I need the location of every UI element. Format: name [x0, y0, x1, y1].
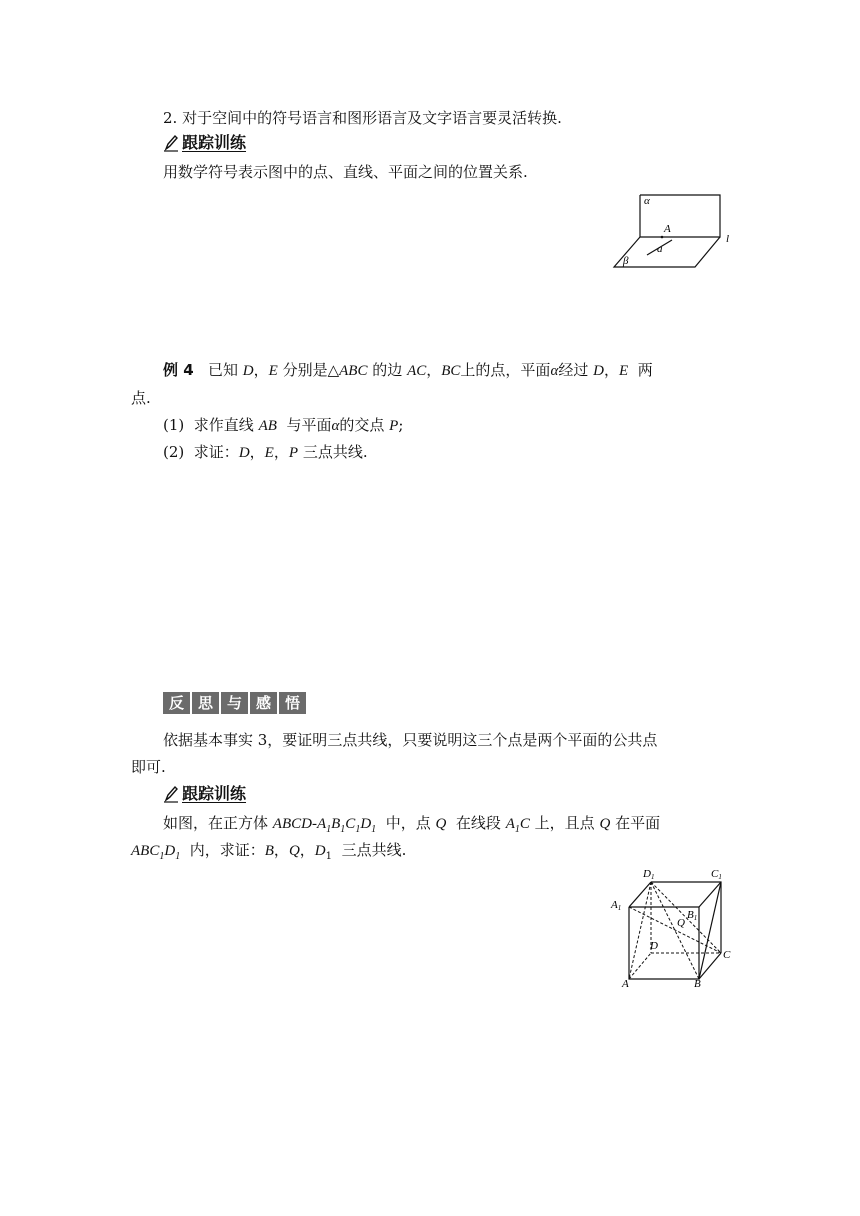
track-training-title: 跟踪训练: [182, 133, 247, 152]
label-D1: D1: [643, 868, 655, 881]
track-training-text: 用数学符号表示图中的点、直线、平面之间的位置关系.: [163, 163, 528, 181]
cube-figure: [605, 862, 745, 992]
pencil-icon: [163, 134, 179, 152]
banner-char: 感: [250, 692, 277, 714]
note-line: 2. 对于空间中的符号语言和图形语言及文字语言要灵活转换.: [163, 109, 562, 127]
line-l-label: l: [726, 233, 730, 245]
banner-char: 悟: [279, 692, 306, 714]
track-training-header-2: [163, 784, 246, 804]
label-A1: A1: [611, 899, 622, 912]
banner-char: 反: [163, 692, 190, 714]
example4-line2: 点.: [131, 389, 151, 407]
label-C: C: [723, 949, 731, 961]
label-B: B: [694, 978, 701, 990]
beta-label: β: [623, 255, 629, 267]
label-A: A: [622, 978, 629, 990]
track-training-header: [163, 133, 246, 153]
banner-char: 与: [221, 692, 248, 714]
label-B1: B1: [687, 909, 698, 922]
planes-figure: [600, 188, 750, 273]
example4-q2: (2) 求证：D，E，P 三点共线.: [163, 443, 368, 461]
reflection-text-2: 即可.: [131, 758, 166, 776]
track2-line1: 如图，在正方体 ABCD-$A_1B_1C_1D_1$ 中，点 Q 在线段 $A_1C$ 上，且点 Q 在平面: [163, 814, 661, 835]
track2-line2: $ABC_1D_1$ 内，求证：B，Q，$D_1$ 三点共线.: [131, 841, 407, 862]
label-D: D: [650, 940, 658, 952]
banner-char: 思: [192, 692, 219, 714]
label-C1: C1: [711, 868, 722, 881]
label-Q: Q: [677, 917, 685, 929]
alpha-label: α: [644, 195, 650, 207]
point-A-label: A: [664, 223, 671, 235]
reflection-banner: [163, 692, 306, 714]
line-a-label: a: [657, 243, 663, 255]
track-training-title-2: 跟踪训练: [182, 784, 247, 803]
example4-q1: (1) 求作直线 AB 与平面α的交点 P;: [163, 416, 404, 434]
example4-line1: 例 4 已知 D，E 分别是△ABC 的边 AC，BC上的点，平面α经过 D，E 两: [163, 361, 653, 379]
reflection-text-1: 依据基本事实 3，要证明三点共线，只要说明这三个点是两个平面的公共点: [163, 731, 658, 749]
pencil-icon: [163, 785, 179, 803]
